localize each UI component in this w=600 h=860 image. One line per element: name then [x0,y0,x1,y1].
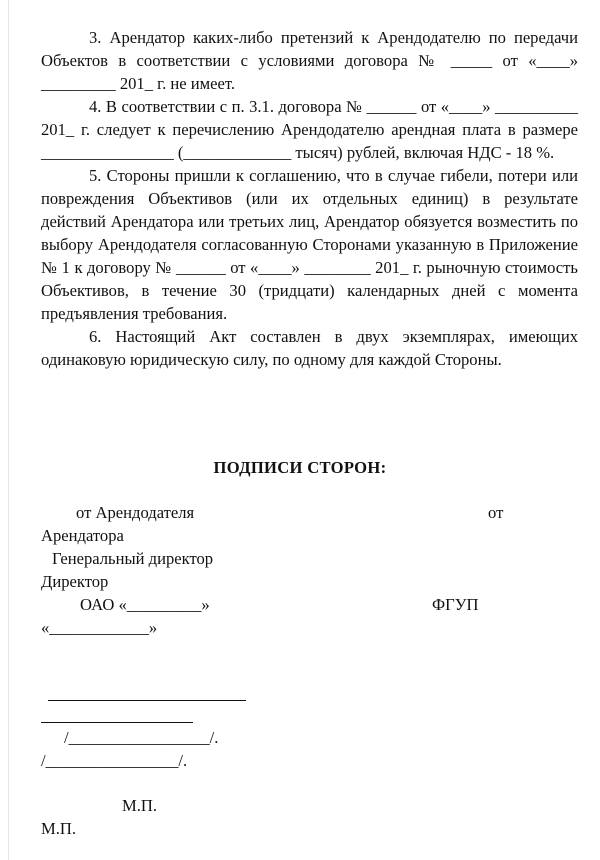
from-label: от [488,503,504,522]
lessee-label: Арендатора [41,526,124,545]
company-oao-label: ОАО «_________» [80,595,210,614]
general-director-label: Генеральный директор [52,549,214,568]
signature-name-line-2: /________________/. [41,751,188,770]
stamp-label-lessee: М.П. [41,819,77,838]
signature-line-lessee [41,722,193,723]
clause-6: 6. Настоящий Акт составлен в двух экземплярах, имеющих одинаковую юридическую силу, по одному для каждой Стороны. [41,327,578,369]
act-body [41,26,578,371]
clause-3: 3. Арендатор каких-либо претензий к Арендодателю по передачи Объектов в соответствии с условиями договора № _____ от «____» _________ 201_ г. не имеет. [41,28,578,93]
company-fgup-label: ФГУП [432,595,479,614]
signature-name-line-1: /_________________/. [64,728,219,747]
company-name-blank: «____________» [41,618,158,637]
clause-5: 5. Стороны пришли к соглашению, что в случае гибели, потери или повреждения Объективов (или их отдельных единиц) в результате действий Арендатора или третьих лиц, Арендатор обязуется возместить по выбору Арендодателя согласованную Сторонами указанную в Приложение № 1 к договору № ______ от «____» ________ 201_ г. рыночную стоимость Объективов, в течение 30 (тридцати) календарных дней с момента предъявления требования. [41,166,578,323]
clause-4: 4. В соответствии с п. 3.1. договора № ______ от «____» __________ 201_ г. следует к перечислению Арендодателю арендная плата в размере ________________ (_____________ тысяч) рублей, включая НДС - 18 %. [41,97,578,162]
from-lessor-label: от Арендодателя [76,503,195,522]
page-edge-line [8,0,9,860]
director-label: Директор [41,572,109,591]
stamp-label-lessor: М.П. [122,796,158,815]
signature-line-lessor [48,700,246,701]
signatures-heading: ПОДПИСИ СТОРОН: [213,458,387,477]
